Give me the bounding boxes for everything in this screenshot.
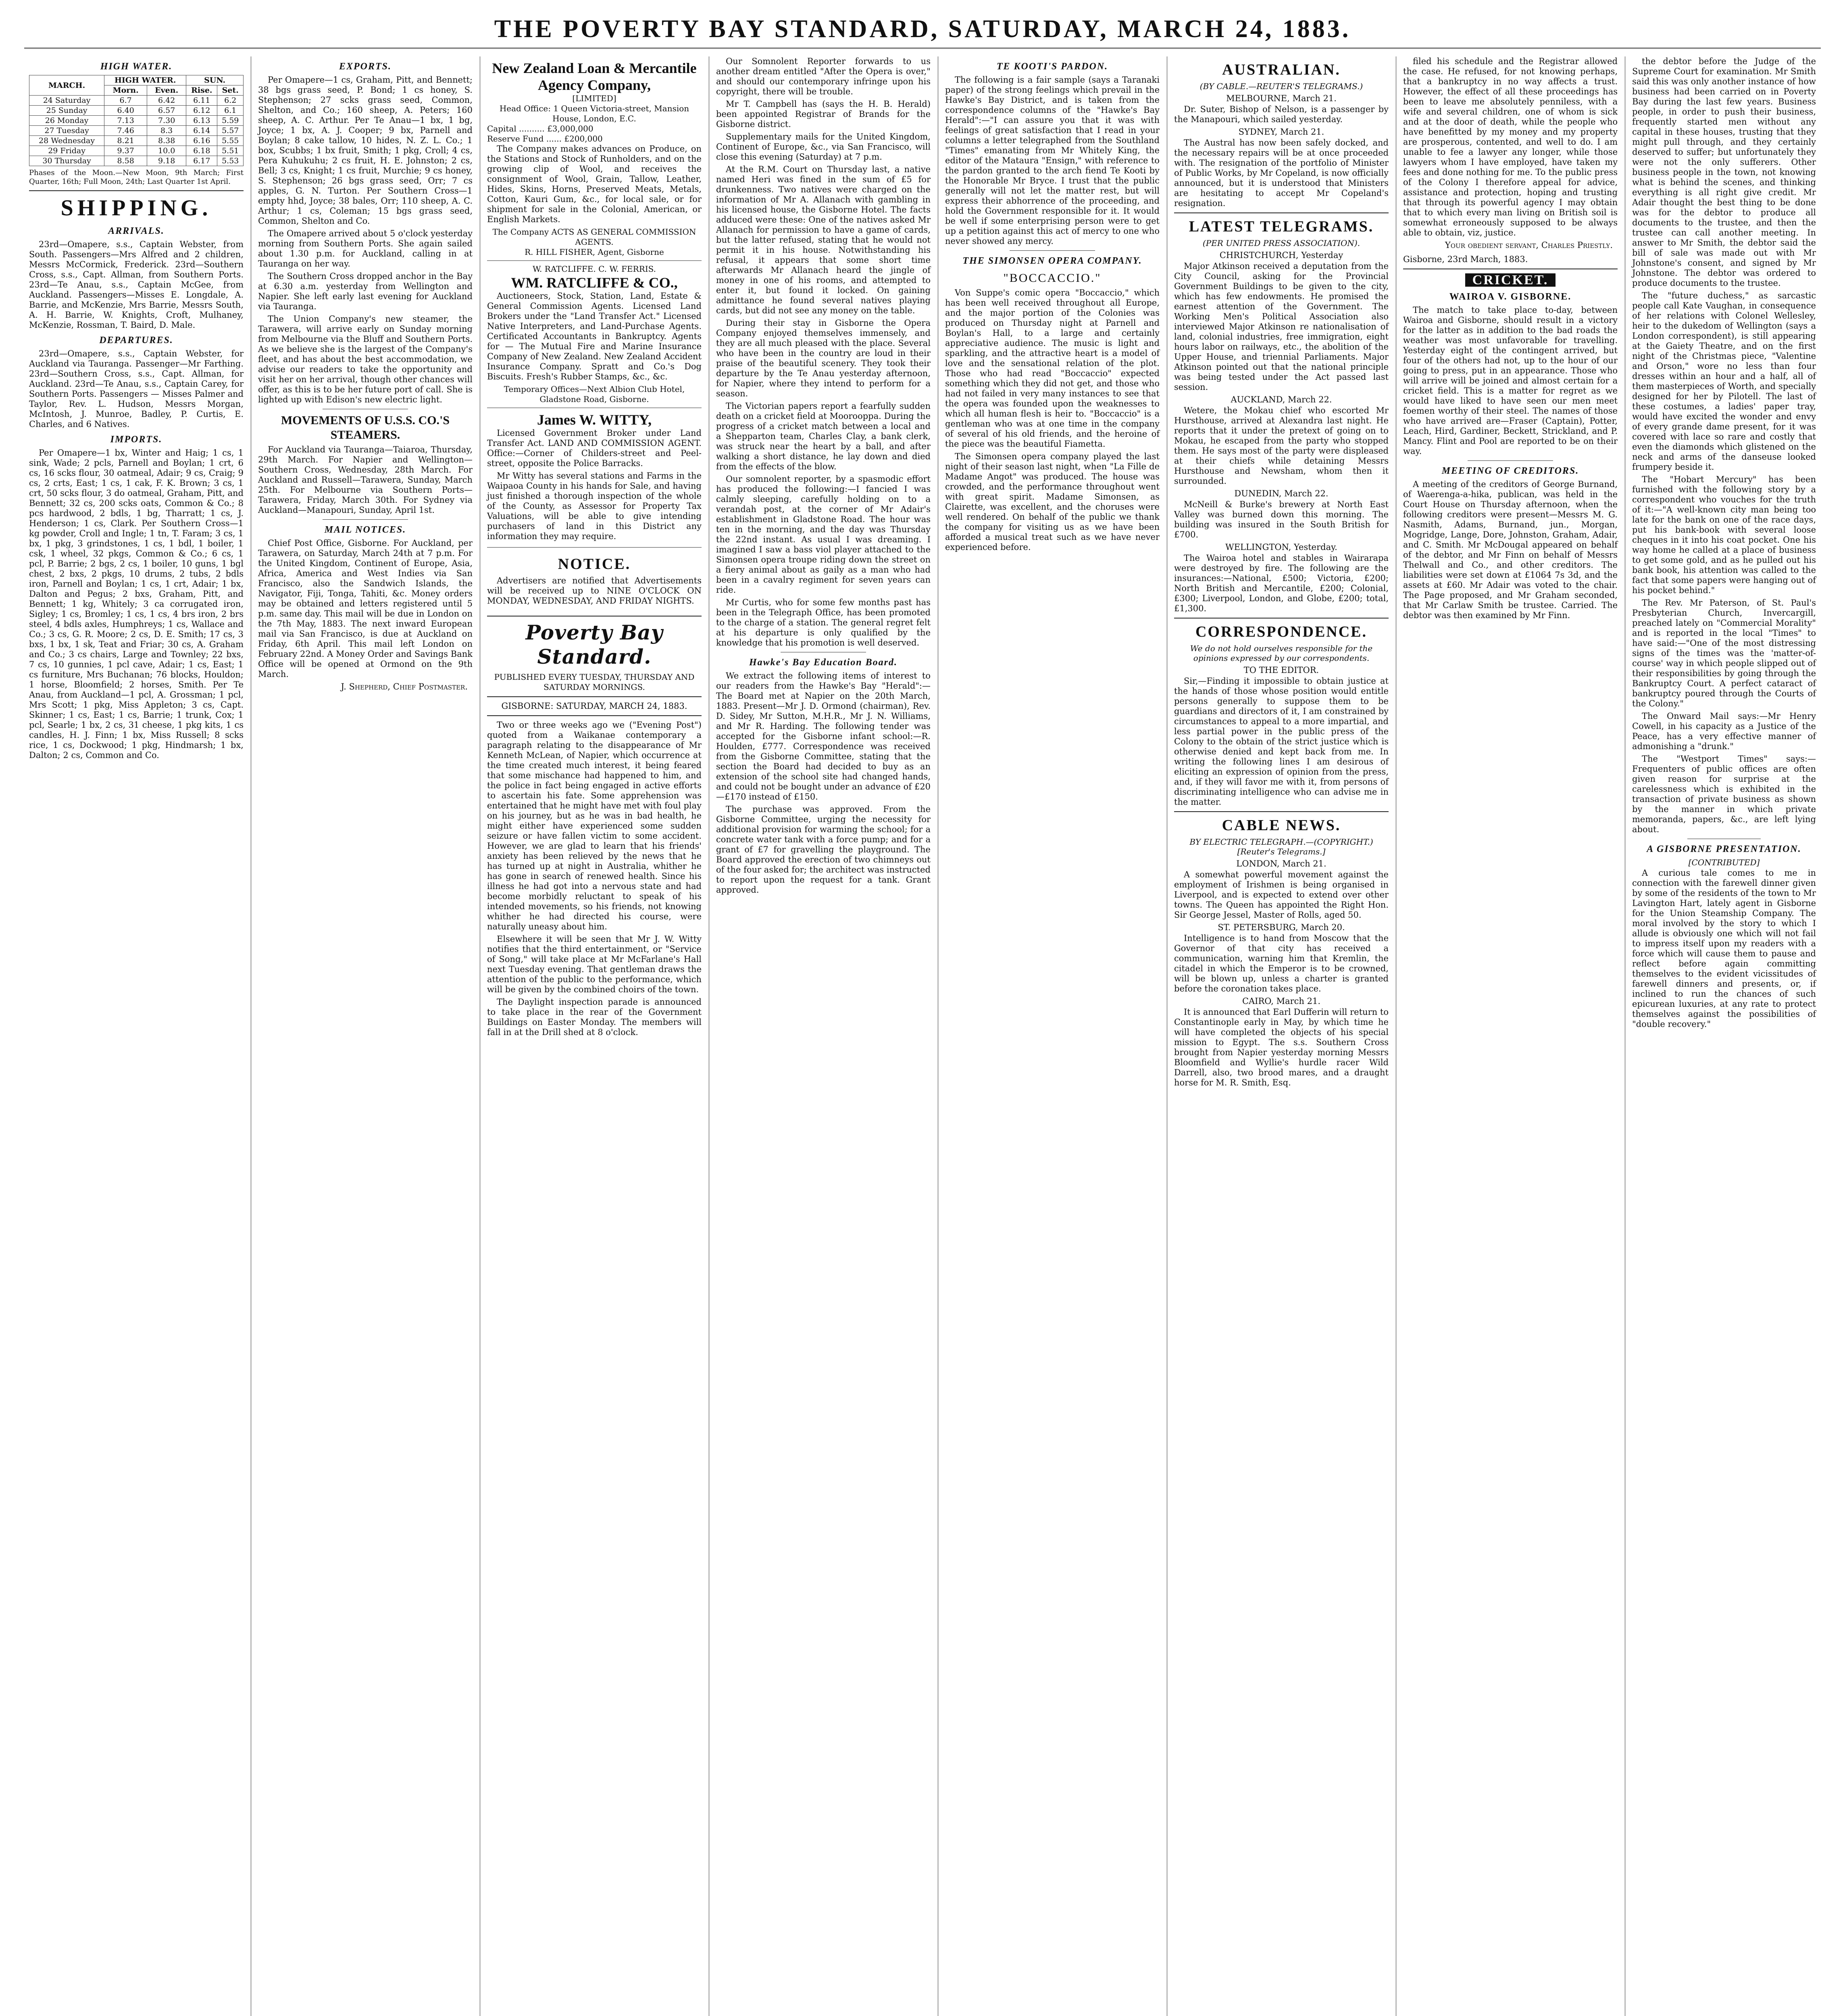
news-paragraph: A somewhat powerful movement against the employment of Irishmen is being organised in Liverpool, and is expected to extend over other towns. The Queen has appointed the Right Hon. Sir George Jessel, Master of Rolls, aged 50. [1174, 870, 1389, 920]
fisher-agent: R. HILL FISHER, Agent, Gisborne [525, 247, 664, 257]
simonsen-heading: THE SIMONSEN OPERA COMPANY. [962, 256, 1142, 266]
creditors-heading: MEETING OF CREDITORS. [1441, 466, 1579, 476]
news-paragraph: The "future duchess," as sarcastic people call Kate Vaughan, in consequence of her relations with Colonel Wellesley, heir to the dukedom of Wellington (says a London correspondent), is still appearing at the Gaiety Theatre, and on the first night of the Christmas piece, "Valentine and Orson," wore no less than four dresses within an hour and a half, all of them masterpieces of Worth, and specially designed for her by Pilotell. The last of these costumes, a ladies' paper tray, would have excited the wonder and envy of every grande dame present, for it was covered with lace so rare and costly that even the diamonds which glistened on the neck and arms of the danseuse looked frumpery beside it. [1632, 291, 1816, 472]
notice-heading: NOTICE. [558, 556, 631, 573]
imports-text: Per Omapere—1 bx, Winter and Haig; 1 cs, 1 sink, Wade; 2 pcls, Parnell and Boylan; 1 crt, 6 cs, 16 scks flour, 30 oatmeal, Adair; 9 cs, Craig; 9 cs, 2 crts, East; 1 cs, 1 cak, F. K. Brown; 3 cs, 1 crt, 50 scks flour, 3 do oatmeal, Graham, Pitt, and Bennett; 32 cs, 200 scks oats, Common & Co.; 8 pcs hardwood, 2 bdls, 1 bg, Tharratt; 1 cs, J. Henderson; 1 cs, Clark. Per Southern Cross—1 kg powder, Croll and Ingle; 1 tn, T. Faram; 3 cs, 1 bx, 1 pkg, 3 grindstones, 1 cs, 1 bdl, 1 boiler, 1 csk, 1 wheel, 32 pkgs, Common & Co.; 6 cs, 1 pcl, P. Barrie; 2 bgs, 2 cs, 1 boiler, 10 guns, 1 bgl chest, 2 bxs, 2 pkgs, 10 drums, 2 tubs, 2 bdls iron, Parnell and Boylan; 1 cs, 1 crt, Adair; 1 bx, Dalton and Pegus; 2 bxs, Graham, Pitt, and Bennett; 1 kg, Whitely; 3 ca corrugated iron, Sigley; 1 cs, Bromley; 1 cs, 1 cs, 4 brs iron, 2 brs steel, 4 bdls axles, Humphreys; 1 cs, Wallace and Co.; 3 cs, G. R. Moore; 2 cs, D. E. Smith; 17 cs, 3 bxs, 1 bx, 1 sk, Teat and Friar; 30 cs, A. Graham and Co.; 3 cs chairs, Large and Townley; 22 bxs, 7 cs, 10 gunnies, 1 pcl cave, Adair; 1 cs, East; 1 cs furniture, Mrs Buchanan; 76 blocks, Houldon; 1 horse, Bloomfield; 2 horses, Smith. Per Te Anau, from Auckland—1 pcl, A. Grossman; 1 pcl, Mrs Scott; 1 pkg, Miss Appleton; 3 cs, Capt. Skinner; 1 cs, East; 1 cs, Barrie; 1 trunk, Cox; 1 pcl, Searle; 1 bx, 2 cs, 31 cheese, 1 pkg kits, 1 cs candles, H. J. Finn; 1 bx, Miss Russell; 8 scks rice, 1 cs, Dockwood; 1 pkg, Hindmarsh; 1 bx, Dalton; 2 cs, Common and Co. [29, 448, 244, 760]
news-paragraph: Von Suppe's comic opera "Boccaccio," which has been well received throughout all Europe, and the major portion of the Colonies was produced on Thursday night at Parnell and Boylan's Hall, to a large and certainly appreciative audience. The music is light and sparkling, and the attractive heart is a model of love and the sensational relation of the plot. Those who had read "Boccaccio" expected something which they did not get, and those who had not failed in very many instances to see that the opera was founded upon the weaknesses to which all human flesh is heir to. "Boccaccio" is a gentleman who was at one time in the company of several of his old friends, and the heroine of the piece was the beautiful Fiametta. [945, 288, 1160, 449]
boccaccio-heading: "BOCCACCIO." [1003, 271, 1102, 285]
tide-cell: 30 Thursday [29, 156, 104, 166]
news-paragraph: Mr T. Campbell has (says the H. B. Herald) been appointed Registrar of Brands for the Gisborne district. [716, 99, 931, 129]
news-paragraph: McNeill & Burke's brewery at North East Valley was burned down this morning. The building was insured in the South British for £700. [1174, 500, 1389, 539]
notice-text: Advertisers are notified that Advertisements will be received up to NINE O'CLOCK ON MONDAY, WEDNESDAY, AND FRIDAY NIGHTS. [487, 576, 702, 606]
tide-cell: 28 Wednesday [29, 136, 104, 146]
tide-row [29, 136, 244, 146]
cricket-heading [1403, 273, 1618, 287]
editorial-paragraph: Elsewhere it will be seen that Mr J. W. Witty notifies that the third entertainment, or "Service of Song," will take place at Mr McFarlane's Hall next Tuesday evening. That gentleman draws the attention of the public to the performance, which will be given by the combined choirs of the town. [487, 934, 702, 994]
tide-cell: 8.3 [147, 126, 186, 136]
tide-body [29, 96, 244, 166]
te-kooti-heading: TE KOOTI'S PARDON. [996, 61, 1108, 72]
tide-cell: 6.13 [186, 116, 217, 126]
divider [1174, 811, 1389, 812]
divider [1174, 212, 1389, 213]
tide-sub: Set. [217, 85, 244, 96]
nz-loan-limited: [LIMITED] [572, 94, 616, 103]
ratcliffe-office: Temporary Offices—Next Albion Club Hotel, Gladstone Road, Gisborne. [504, 384, 685, 404]
exports-heading: EXPORTS. [339, 61, 392, 72]
tide-cell: 6.18 [186, 146, 217, 156]
tide-cell: 7.13 [104, 116, 147, 126]
tide-cell: 6.12 [186, 106, 217, 116]
tide-sub: Even. [147, 85, 186, 96]
dateline: CAIRO, March 21. [1242, 996, 1321, 1006]
divider [487, 696, 702, 697]
tide-cell: 26 Monday [29, 116, 104, 126]
column-2 [253, 56, 477, 2016]
nz-loan-agents: The Company ACTS AS GENERAL COMMISSION AGENTS. [492, 227, 696, 247]
tide-cell: 5.59 [217, 116, 244, 126]
news-paragraph: The following is a fair sample (says a Taranaki paper) of the strong feelings which prevail in the Hawke's Bay District, and is taken from the correspondence columns of the "Hawke's Bay Herald":—"I can assure you that it was with feelings of great satisfaction that I read in your columns a letter telegraphed from the Southland "Times" emanating from Mr Whitely King, the editor of the Mataura "Ensign," with reference to the pardon granted to the arch fiend Te Kooti by the Honorable Mr Bryce. I trust that the public generally will not let the matter rest, but will express their abhorrence of the proceeding, and hold the Government responsible for it. It would be well if some enterprising person were to get up a petition against this act of mercy to one who never showed any mercy. [945, 75, 1160, 246]
page-title: THE POVERTY BAY STANDARD, SATURDAY, MARCH 24, 1883. [494, 15, 1351, 43]
tide-cell: 5.57 [217, 126, 244, 136]
omapere-note: The Omapere arrived about 5 o'clock yesterday morning from Southern Ports. She again sailed about 1.30 p.m. for Auckland, calling in at Tauranga on her way. [258, 229, 473, 269]
australian-heading: AUSTRALIAN. [1222, 61, 1341, 78]
tide-cell: 5.53 [217, 156, 244, 166]
exports-text: Per Omapere—1 cs, Graham, Pitt, and Bennett; 38 bgs grass seed, P. Bond; 1 cs honey, S. Stephenson; 27 scks grass seed, Common, Shelton, and Co.; 160 sheep, A. Peters; 160 sheep, A. C. Arthur. Per Te Anau—1 bx, 1 bg, Joyce; 1 bx, A. J. Cooper; 9 bx, Parnell and Boylan; 8 cake tallow, 10 hides, N. Z. L. Co.; 1 box, Scubbs; 1 bx fruit, Smith; 1 pkg, Croll; 4 cs, Pera Kuhukuhu; 2 cs fruit, H. E. Johnston; 2 cs, Bell; 3 cs, Knight; 1 cs fruit, Murchie; 9 cs honey, S. Stephenson; 26 bgs grass seed, Orr; 7 cs apples, G. N. Turton. Per Southern Cross—1 empty hhd, Joyce; 38 bales, Orr; 110 sheep, A. C. Arthur; 1 cs, Coleman; 15 bgs grass seed, Common, Shelton and Co. [258, 75, 473, 226]
imports-heading: IMPORTS. [110, 434, 162, 445]
tide-cell: 8.21 [104, 136, 147, 146]
published-line: PUBLISHED EVERY TUESDAY, THURSDAY AND SATURDAY MORNINGS. [494, 672, 695, 692]
departures-heading: DEPARTURES. [99, 335, 173, 346]
news-paragraph: We extract the following items of interest to our readers from the Hawke's Bay "Herald":—The Board met at Napier on the 20th March, 1883. Present—Mr J. D. Ormond (chairman), Rev. D. Sidey, Mr Sutton, M.H.R., Mr J. N. Williams, and Mr R. Harding. The following tender was accepted for the Gisborne infant school:—R. Houlden, £777. Correspondence was received from the Gisborne Committee, stating that the section the Board had decided to buy as an extension of the school site had changed hands, and could not be bought under an advance of £20—£170 instead of £150. [716, 671, 931, 802]
editorial-paragraph: Two or three weeks ago we ("Evening Post") quoted from a Waikanae contemporary a paragraph relating to the disappearance of Mr Kenneth McLean, of Napier, which occurrence at the time created much interest, it being feared that some mischance had happened to him, and the police in fact being engaged in active efforts to ascertain his fate. Some apprehension was entertained that he might have met with foul play on his journey, but as he was in bad health, he might either have experienced some sudden seizure or have fallen victim to some accident. However, we are glad to learn that his friends' anxiety has been relieved by the news that he has turned up at night in Australia, whither he has gone in search of renewed health. Since his illness he had got into a nervous state and had become morbidly reluctant to speak of his intended movements, so his friends, not knowing whither he had directed his course, were naturally uneasy about him. [487, 720, 702, 931]
nz-loan-body: The Company makes advances on Produce, on the Stations and Stock of Runholders, and on the growing clip of Wool, and receives the consignment of Wool, Grain, Tallow, Leather, Hides, Skins, Horns, Preserved Meats, Metals, Cotton, Kauri Gum, &c., for local sale, or for shipment for sale in the Colonial, American, or English Markets. [487, 144, 702, 224]
tide-cell: 24 Saturday [29, 96, 104, 106]
tide-cell: 6.7 [104, 96, 147, 106]
correspondence-note: We do not hold ourselves responsible for the opinions expressed by our correspondents. [1190, 644, 1373, 663]
nz-loan-office: Head Office: 1 Queen Victoria-street, Mansion House, London, E.C. [499, 104, 689, 123]
tide-cell: 27 Tuesday [29, 126, 104, 136]
cricket-sub: WAIROA V. GISBORNE. [1449, 292, 1572, 302]
tide-cell: 25 Sunday [29, 106, 104, 116]
news-paragraph: It is announced that Earl Dufferin will return to Constantinople early in May, by which time he will have completed the objects of his special mission to Egypt. The s.s. Southern Cross brought from Napier yesterday morning Messrs Bloomfield and Wyllie's hurdle racer Wild Darrell, also, two brood mares, and a draught horse for M. R. Smith, Esq. [1174, 1007, 1389, 1087]
latest-telegrams-heading: LATEST TELEGRAMS. [1189, 218, 1374, 235]
tide-col-month: MARCH. [29, 75, 104, 96]
tide-cell: 29 Friday [29, 146, 104, 156]
news-paragraph: A curious tale comes to me in connection with the farewell dinner given by some of the residents of the town to Mr Lavington Hart, lately agent in Gisborne for the Union Steamship Company. The moral involved by the story to which I allude is obviously one which will not fail to impress itself upon my readers with a force which will cause them to pause and reflect before again committing themselves to the evident vicissitudes of farewell dinners and presents, or, if inclined to run the chances of such epicurean luxuries, at any rate to protect themselves against the possibilities of "double recovery." [1632, 868, 1816, 1029]
tide-row [29, 116, 244, 126]
dateline: ST. PETERSBURG, March 20. [1218, 923, 1345, 932]
ratcliffe-title: WM. RATCLIFFE & CO., [511, 275, 678, 291]
tide-cell: 9.18 [147, 156, 186, 166]
nz-loan-title: New Zealand Loan & Mercantile Agency Company, [492, 60, 697, 93]
nz-loan-ad [487, 56, 702, 260]
tide-cell: 6.2 [217, 96, 244, 106]
tide-cell: 9.37 [104, 146, 147, 156]
column-8 [1627, 56, 1821, 2016]
divider [29, 190, 244, 191]
news-paragraph: Mr Curtis, who for some few months past has been in the Telegraph Office, has been promoted to the charge of a station. The general regret felt at his departure is only qualified by the knowledge that his promotion is well deserved. [716, 598, 931, 648]
witty-ad [487, 408, 702, 547]
news-paragraph: The Victorian papers report a fearfully sudden death on a cricket field at Moorooppa. During the progress of a cricket match between a local and a Shepparton team, Charles Clay, a bank clerk, was struck near the heart by a ball, and after walking a short distance, he lay down and died from the effects of the blow. [716, 401, 931, 471]
tide-sub: Morn. [104, 85, 147, 96]
contributed-note: [CONTRIBUTED] [1688, 858, 1760, 867]
tide-table [29, 75, 244, 166]
tide-cell: 5.51 [217, 146, 244, 156]
arrivals-heading: ARRIVALS. [108, 226, 165, 236]
news-paragraph: the debtor before the Judge of the Supreme Court for examination. Mr Smith said this was only another instance of how business had been carried on in Poverty Bay during the last few years. Business people, in order to push their business, frequently started men without any capital in these houses, trusting that they might pull through, and they certainly deserved to suffer; but unfortunately they were not the only sufferers. Other business people in the town, not knowing what is behind the scenes, and thinking everything is all right give credit. Mr Adair thought the best thing to be done was for the debtor to produce all documents to the trustee, and then the trustee can call another meeting. In answer to Mr Smith, the debtor said the bill of sale was made out with Mr Johnstone's consent, and signed by Mr Johnstone. The debtor was ordered to produce documents to the trustee. [1632, 56, 1816, 288]
column-3 [482, 56, 706, 2016]
tide-cell: 10.0 [147, 146, 186, 156]
tide-col-sun: SUN. [186, 75, 244, 85]
column-1 [24, 56, 248, 2016]
tide-cell: 6.16 [186, 136, 217, 146]
movements-heading: MOVEMENTS OF U.S.S. CO.'S STEAMERS. [281, 414, 450, 442]
tide-cell: 6.14 [186, 126, 217, 136]
news-paragraph: The Wairoa hotel and stables in Wairarapa were destroyed by fire. The following are the insurances:—National, £500; Victoria, £200; North British and Mercantile, £200; Colonial, £300; Liverpool, London, and Globe, £200; total, £1,300. [1174, 553, 1389, 613]
newspaper-flag: Poverty Bay Standard. [525, 621, 663, 669]
union-note: The Union Company's new steamer, the Tarawera, will arrive early on Sunday morning from Melbourne via the Bluff and Southern Ports. As we believe she is the largest of the Company's fleet, and has about the best accommodation, we advise our readers to take the opportunity and visit her on her arrival, though other chances will offer, as this is to be her future port of call. She is lighted up with Edison's new electric light. [258, 314, 473, 404]
dateline: DUNEDIN, March 22. [1234, 489, 1329, 498]
news-paragraph: The "Westport Times" says:—Frequenters of public offices are often given reason for surprise at the carelessness which is exhibited in the transaction of private business as shown by the manner in which private memoranda, papers, &c., are left lying about. [1632, 754, 1816, 834]
letter-signature: Your obedient servant, Charles Priestly. [1445, 240, 1613, 250]
tide-row [29, 156, 244, 166]
letter-paragraph: Sir,—Finding it impossible to obtain justice at the hands of those whose position would entitle persons generally to suppose them to be guardians and directors of it, I am constrained by circumstances to appeal to a more impartial, and less partial power in the public press of the Colony to the obtain of the strict justice which is otherwise denied and kept back from me. In writing the following lines I am desirous of eliciting an expression of opinion from the press, and, if they will favor me with it, from persons of discriminating intelligence who can advise me in the matter. [1174, 676, 1389, 807]
tide-row [29, 126, 244, 136]
tide-col-water: HIGH WATER. [104, 75, 186, 85]
ratcliffe-body: Auctioneers, Stock, Station, Land, Estate & General Commission Agents. Licensed Land Brokers under the "Land Transfer Act." Licensed Native Interpreters, and Land-Purchase Agents. Certificated Accountants in Bankruptcy. Agents for — The Mutual Fire and Marine Insurance Company of New Zealand. New Zealand Accident Insurance Company. Spratt and Co.'s Dog Biscuits. Fresh's Rubber Stamps, &c., &c. [487, 291, 702, 381]
tide-cell: 6.40 [104, 106, 147, 116]
news-paragraph: Dr. Suter, Bishop of Nelson, is a passenger by the Manapouri, which sailed yesterday. [1174, 104, 1389, 124]
tide-row [29, 146, 244, 156]
news-paragraph: Major Atkinson received a deputation from the City Council, asking for the Provincial Government Buildings to be given to the city, which has few endowments. He promised the earnest attention of the Government. The Working Men's Political Association also interviewed Major Atkinson re nationalisation of land, colonial industries, free immigration, eight hours labor on railways, etc., the abolition of the Upper House, and triennial Parliaments. Major Atkinson pointed out that the national principle was being tested under the Act passed last session. [1174, 261, 1389, 392]
cricket-heading-text: CRICKET. [1465, 273, 1556, 287]
news-paragraph: Wetere, the Mokau chief who escorted Mr Hursthouse, arrived at Alexandra last night. He reports that it under the pretext of going on to Mokau, he escaped from the party who stopped them. He says most of the party were displeased at their chiefs while detaining Messrs Hursthouse and Newsham, whom then it surrounded. [1174, 406, 1389, 486]
ratcliffe-names: W. RATCLIFFE. C. W. FERRIS. [533, 264, 656, 274]
letter-paragraph: filed his schedule and the Registrar allowed the case. He refused, for not knowing perhaps, that a bankruptcy in no way affects a trust. However, the effect of all these proceedings has been to leave me absolutely penniless, with a wife and several children, one of whom is sick and at the door of death, while the people who have benefitted by my money and my property are prosperous, contented, and well to do. I am unable to fee a lawyer any longer, while those lawyers whom I have employed, have taken my fees and done nothing for me. To the public press of the Colony I therefore appeal for advice, assistance and protection, hoping and trusting that through its powerful agency I may obtain that to which every man living on British soil is somewhat erroneously supposed to be always able to obtain, viz, justice. [1403, 56, 1618, 237]
cable-news-heading: CABLE NEWS. [1222, 817, 1341, 834]
divider [487, 715, 702, 716]
tide-cell: 5.55 [217, 136, 244, 146]
dateline: AUCKLAND, March 22. [1231, 395, 1332, 404]
tide-cell: 8.38 [147, 136, 186, 146]
cable-sub: BY ELECTRIC TELEGRAPH.—(COPYRIGHT.) [Reuter's Telegrams.] [1189, 837, 1373, 856]
news-paragraph: During their stay in Gisborne the Opera Company enjoyed themselves immensely, and they are all much pleased with the place. Several who have been in the country are loud in their praise of the beautiful scenery. They took their departure by the Te Anau yesterday afternoon, for Napier, where they intend to perform for a season. [716, 318, 931, 398]
witty-title: James W. WITTY, [537, 412, 652, 428]
tide-cell: 6.17 [186, 156, 217, 166]
news-paragraph: The purchase was approved. From the Gisborne Committee, urging the necessity for additional provision for warming the school; for a concrete water tank with a force pump; and for a grant of £7 for gravelling the playground. The Board approved the erection of two chimneys out of the four asked for; the architect was instructed to report upon the request for a tank. Grant approved. [716, 804, 931, 895]
editorial-dateline: GISBORNE: SATURDAY, MARCH 24, 1883. [501, 701, 687, 711]
tide-row [29, 106, 244, 116]
tide-heading: HIGH WATER. [100, 61, 173, 72]
dateline: CHRISTCHURCH, Yesterday [1219, 250, 1343, 260]
tide-cell: 7.30 [147, 116, 186, 126]
tide-cell: 6.1 [217, 106, 244, 116]
tide-cell: 8.58 [104, 156, 147, 166]
column-6 [1169, 56, 1393, 2016]
dateline: WELLINGTON, Yesterday. [1225, 542, 1337, 552]
dateline: MELBOURNE, March 21. [1226, 94, 1337, 103]
tide-cell: 7.46 [104, 126, 147, 136]
hawkes-bay-heading: Hawke's Bay Education Board. [749, 657, 898, 668]
tide-cell: 6.42 [147, 96, 186, 106]
divider [1468, 460, 1553, 461]
news-paragraph: Our somnolent reporter, by a spasmodic effort has produced the following:—I fancied I was calmly sleeping, carefully holding on to a verandah post, at the corner of Mr Adair's establishment in Gladstone Road. The hour was ten in the morning, and the day was Thursday the 22nd instant. As usual I was dreaming. I imagined I saw a bass viol player attached to the Simonsen opera troupe riding down the street on a fiery animal about as gaily as a man who had been in a cavalry regiment for seven years can ride. [716, 474, 931, 595]
news-paragraph: The Austral has now been safely docked, and the necessary repairs will be at once proceeded with. The resignation of the portfolio of Minister of Public Works, by Mr Copeland, is now officially announced, but it is understood that Ministers are hesitating to accept Mr Copeland's resignation. [1174, 138, 1389, 208]
latest-sub: (PER UNITED PRESS ASSOCIATION). [1202, 238, 1360, 248]
departures-text: 23rd—Omapere, s.s., Captain Webster, for Auckland via Tauranga. Passenger—Mr Farthing. 23rd—Southern Cross, s.s., Capt. Allman, for Auckland. 23rd—Te Anau, s.s., Captain Carey, for Southern Ports. Passengers — Misses Palmer and Taylor, Rev. L. Hudson, Messrs Morgan, McIntosh, J. Munroe, Badley, P. Curtis, E. Charles, and 6 Natives. [29, 349, 244, 429]
columns [24, 56, 1821, 2016]
australian-sub: (BY CABLE.—REUTER'S TELEGRAMS.) [1199, 81, 1363, 91]
correspondence-heading: CORRESPONDENCE. [1195, 623, 1368, 640]
postmaster-signature: J. Shepherd, Chief Postmaster. [341, 682, 468, 691]
ratcliffe-ad [487, 260, 702, 408]
witty-body: Licensed Government Broker under Land Transfer Act. LAND AND COMMISSION AGENT. Office:—Corner of Childers-street and Peel-street, opposite the Police Barracks. [487, 428, 702, 468]
tide-sub: Rise. [186, 85, 217, 96]
column-7 [1398, 56, 1622, 2016]
notice-ad [487, 547, 702, 612]
news-paragraph: Our Somnolent Reporter forwards to us another dream entitled "After the Opera is over," and should our contemporary infringe upon his copyright, there will be trouble. [716, 56, 931, 96]
news-paragraph: At the R.M. Court on Thursday last, a native named Heri was fined in the sum of £5 for drunkenness. Two natives were charged on the information of Mr A. Allanach with gambling in his licensed house, the Gisborne Hotel. The facts adduced were these: One of the natives asked Mr Allanach for permission to have a game of cards, but the latter refused, stating that he would not permit it in his house. Notwithstanding his refusal, it appears that some short time afterwards Mr Allanach heard the jingle of money in one of his rooms, and attempted to enter it, but found it locked. On gaining admittance he found several natives playing cards, but did not see any money on the table. [716, 165, 931, 315]
news-paragraph: The Onward Mail says:—Mr Henry Cowell, in his capacity as a Justice of the Peace, has a very effective manner of admonishing a "drunk." [1632, 711, 1816, 751]
divider [1010, 250, 1095, 251]
news-paragraph: Intelligence is to hand from Moscow that the Governor of that city has received a communication, warning him that Kremlin, the citadel in which the Emperor is to be crowned, will be blown up, unless a charter is granted before the coronation takes place. [1174, 933, 1389, 993]
divider [1174, 618, 1389, 619]
news-paragraph: The match to take place to-day, between Wairoa and Gisborne, should result in a victory for the latter as in addition to the bad roads the weather was most unfavorable for travelling. Yesterday eight of the contingent arrived, but four of the others had not, up to the hour of our going to press, put in an appearance. Those who will arrive will be joined and almost certain for a cricket field. This is a matter for regret as we would have liked to have seen our men meet foemen worthy of their steel. The names of those who have arrived are—Fraser (Captain), Potter, Leach, Hird, Gardiner, Beckett, Strickland, and P. Mancy. Flint and Pool are reported to be on their way. [1403, 305, 1618, 456]
arrivals-text: 23rd—Omapere, s.s., Captain Webster, from South. Passengers—Mrs Alfred and 2 children, Messrs McCormick, Frederick. 23rd—Southern Cross, s.s., Capt. Allman, from Southern Ports. 23rd—Te Anau, s.s., Captain McGee, from Auckland. Passengers—Misses E. Longdale, A. Barrie, and McKenzie, Mrs Barrie, Messrs South, A. H. Barrie, W. Knights, Croft, Mulhaney, McKenzie, Rossman, T. Baird, D. Male. [29, 240, 244, 330]
column-5 [940, 56, 1164, 2016]
masthead [24, 15, 1821, 49]
witty-note: Mr Witty has several stations and Farms in the Waipaoa County in his hands for Sale, and having just finished a thorough inspection of the whole of the County, as Assessor for Property Tax Valuations, will be able to give intending purchasers of land in this District any information they may require. [487, 471, 702, 541]
news-paragraph: A meeting of the creditors of George Burnand, of Waerenga-a-hika, publican, was held in the Court House on Thursday afternoon, when the following creditors were present—Messrs M. G. Nasmith, Adams, Burnand, jun., Morgan, Mogridge, Lange, Dore, Johnston, Graham, Adair, and C. Smith. Mr McDougal appeared on behalf of the debtor, and Mr Finn on behalf of Messrs Thelwall and Co., and other creditors. The liabilities were set down at £1064 7s 3d, and the assets at £60. Mr Adair was voted to the chair. The Page proposed, and Mr Graham seconded, that Mr Carlaw Smith be trustee. Carried. The debtor was then examined by Mr Finn. [1403, 479, 1618, 620]
movements-text: For Auckland via Tauranga—Taiaroa, Thursday, 29th March. For Napier and Wellington—Southern Cross, Wednesday, 28th March. For Auckland and Russell—Tarawera, Sunday, March 25th. For Melbourne via Southern Ports—Tarawera, Friday, March 30th. For Sydney via Auckland—Manapouri, Sunday, April 1st. [258, 445, 473, 515]
letter-date: Gisborne, 23rd March, 1883. [1403, 254, 1528, 264]
dateline: LONDON, March 21. [1236, 859, 1326, 868]
presentation-heading: A GISBORNE PRESENTATION. [1647, 844, 1801, 854]
news-paragraph: The Simonsen opera company played the last night of their season last night, when "La Fille de Madame Angot" was produced. The house was crowded, and the performance throughout went with great spirit. Madame Simonsen, as Clairette, was excellent, and the choruses were well rendered. On behalf of the public we thank the company for visiting us as we have been afforded a musical treat such as we have never experienced before. [945, 452, 1160, 552]
shipping-heading: SHIPPING. [60, 196, 212, 221]
nz-loan-capital: Capital .......... £3,000,000 [487, 124, 593, 133]
news-paragraph: The Rev. Mr Paterson, of St. Paul's Presbyterian Church, Invercargill, preached lately on "Commercial Morality" and is reported in the local "Times" to have said:—"One of the most distressing signs of the times was the 'matter-of-course' way in which people slipped out of their responsibilities by going through the Bankruptcy Court. A perfect cataract of bankruptcy poured through the Courts of the Colony." [1632, 598, 1816, 708]
divider [323, 519, 408, 520]
mail-text: Chief Post Office, Gisborne. For Auckland, per Tarawera, on Saturday, March 24th at 7 p.m. For the United Kingdom, Continent of Europe, Asia, Africa, America and West Indies via San Francisco, also the Sandwich Islands, the Navigator, Fiji, Tonga, Tahiti, &c. Money orders may be obtained and letters registered until 5 p.m. same day. This mail will be due in London on the 7th May, 1883. The next inward European mail via San Francisco, is due at Auckland on Friday, 6th April. This mail left London on February 22nd. A Money Order and Savings Bank Office will be opened at Ormond on the 9th March. [258, 538, 473, 679]
nz-loan-reserve: Reserve Fund ...... £200,000 [487, 134, 603, 144]
mail-heading: MAIL NOTICES. [324, 525, 406, 535]
tide-row [29, 96, 244, 106]
news-paragraph: The "Hobart Mercury" has been furnished with the following story by a correspondent who vouches for the truth of it:—"A well-known city man being too late for the bank on one of the race days, put his bank-book with several loose cheques in it into his coat pocket. One his way home he called at a place of business to get some gold, and as he pulled out his bank book, his attention was called to the fact that some papers were hanging out of his pocket behind." [1632, 475, 1816, 595]
dateline: SYDNEY, March 21. [1238, 127, 1324, 137]
southern-cross-note: The Southern Cross dropped anchor in the Bay at 6.30 a.m. yesterday from Wellington and Napier. She left early last evening for Auckland via Tauranga. [258, 271, 473, 311]
tide-cell: 6.57 [147, 106, 186, 116]
tide-cell: 6.11 [186, 96, 217, 106]
column-4 [711, 56, 935, 2016]
moon-phases: Phases of the Moon.—New Moon, 9th March; First Quarter, 16th; Full Moon, 24th; Last Quarter 1st April. [29, 169, 244, 186]
to-the-editor: TO THE EDITOR. [1243, 665, 1319, 675]
news-paragraph: Supplementary mails for the United Kingdom, Continent of Europe, &c., via San Francisco, will close this evening (Saturday) at 7 p.m. [716, 132, 931, 162]
editorial-paragraph: The Daylight inspection parade is announced to take place in the rear of the Government Buildings on Easter Monday. The members will fall in at the Drill shed at 8 o'clock. [487, 997, 702, 1037]
